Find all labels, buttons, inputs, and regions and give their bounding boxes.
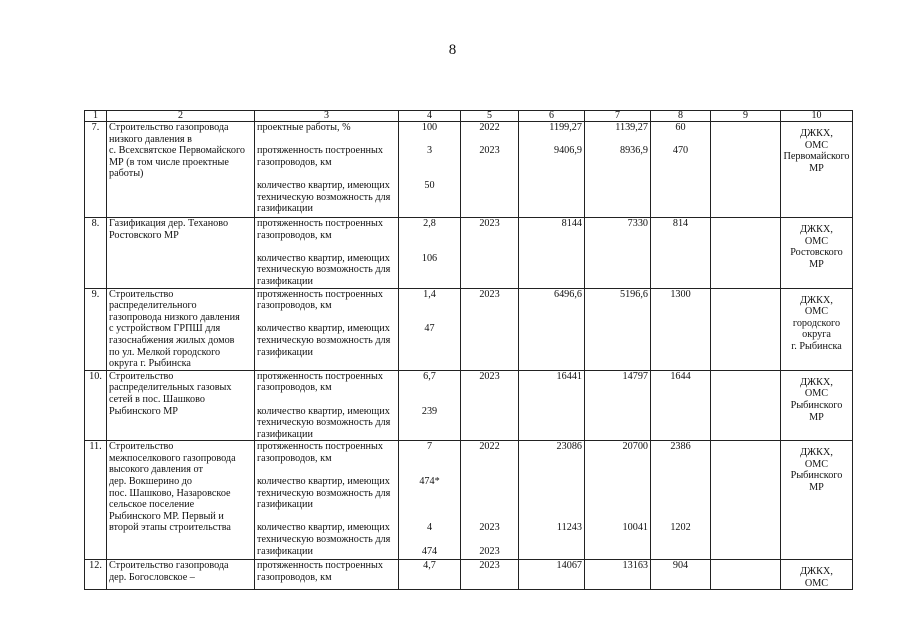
- indicator-value: 4,7: [423, 560, 436, 572]
- indicator-line: газопроводов, км: [257, 229, 332, 241]
- indicator-line: техническую возможность для: [257, 264, 391, 276]
- column-7-cell: [585, 288, 651, 370]
- object-name-cell: [107, 288, 255, 370]
- total-cost-value: 8144: [561, 218, 582, 229]
- total-cost-value: 16441: [556, 370, 582, 382]
- indicator-value: 2,8: [423, 218, 436, 229]
- column-8-value: 1300: [670, 288, 691, 300]
- object-name-line: работы): [109, 168, 144, 180]
- object-name-line: низкого давления в: [109, 133, 192, 145]
- object-name-line: Рыбинского МР. Первый и: [109, 510, 224, 522]
- indicator-cell: [255, 218, 399, 289]
- column-7-cell: [585, 122, 651, 218]
- object-name-line: распределительных газовых: [109, 382, 232, 394]
- indicator: [257, 371, 396, 394]
- executor-line: г. Рыбинска: [791, 340, 842, 352]
- row-number-cell: [85, 288, 107, 370]
- total-cost-cell: [519, 122, 585, 218]
- indicator-line: газификации: [257, 428, 313, 440]
- column-header: 1: [85, 111, 107, 122]
- column-8-value: 814: [672, 218, 689, 229]
- executor-cell: [781, 370, 853, 441]
- row-number: 8.: [91, 218, 100, 229]
- object-name-line: Строительство газопровода: [109, 560, 229, 572]
- executor-cell: [781, 288, 853, 370]
- indicator-line: техническую возможность для: [257, 334, 391, 346]
- indicator-value: 474*: [419, 476, 440, 488]
- indicator-line: газопроводов, км: [257, 571, 332, 583]
- executor-line: МР: [809, 482, 824, 494]
- executor-line: ОМС: [804, 139, 829, 151]
- object-name-line: сельское поселение: [109, 499, 195, 511]
- total-cost-value: 9406,9: [553, 145, 582, 157]
- indicator-line: количество квартир, имеющих: [257, 323, 390, 335]
- object-name-line: газопровода низкого давления: [109, 311, 240, 323]
- total-cost-cell: [519, 218, 585, 289]
- row-number: 7.: [91, 122, 100, 133]
- indicator-value-cell: [399, 441, 461, 560]
- column-8-cell: [651, 122, 711, 218]
- object-name-line: газоснабжения жилых домов: [109, 334, 235, 346]
- row-number: 11.: [89, 441, 102, 453]
- total-cost-value: 1199,27: [549, 122, 582, 133]
- column-7-value: 14797: [622, 370, 648, 382]
- column-7-value: 20700: [622, 441, 648, 453]
- indicator-line: газопроводов, км: [257, 452, 332, 464]
- indicator-value: 47: [424, 323, 435, 335]
- column-7-cell: [585, 560, 651, 590]
- indicator-line: техническую возможность для: [257, 417, 391, 429]
- object-name-cell: [107, 370, 255, 441]
- executor-line: ДЖКХ,: [800, 294, 833, 306]
- indicator: [257, 441, 396, 464]
- indicator-line: протяженность построенных: [257, 441, 383, 453]
- column-header: 6: [519, 111, 585, 122]
- object-name-line: высокого давления от: [109, 464, 203, 476]
- object-name-line: дер. Вокшерино до: [109, 476, 193, 488]
- column-9-cell: [711, 288, 781, 370]
- total-cost-value: 6496,6: [553, 288, 582, 300]
- executor-line: ОМС: [804, 388, 829, 400]
- column-8-cell: [651, 560, 711, 590]
- table-row: [85, 218, 853, 289]
- indicator-cell: [255, 288, 399, 370]
- indicator-value: 50: [424, 179, 435, 191]
- executor-line: МР: [809, 411, 824, 423]
- column-8-cell: [651, 218, 711, 289]
- indicator-line: газопроводов, км: [257, 156, 332, 168]
- object-name-line: с. Всехсвятское Первомайского: [109, 145, 245, 157]
- executor-line: Рыбинского: [790, 470, 843, 482]
- column-8-value: 1202: [670, 522, 691, 534]
- object-name-line: второй этапы строительства: [109, 522, 231, 534]
- row-number: 12.: [89, 560, 102, 572]
- column-8-value: 470: [672, 145, 689, 157]
- indicator-value: 3: [426, 145, 433, 157]
- object-name-line: пос. Шашково, Назаровское: [109, 487, 231, 499]
- indicator: [257, 218, 396, 241]
- object-name-line: с устройством ГРПШ для: [109, 323, 221, 335]
- row-number-cell: [85, 560, 107, 590]
- executor-line: Первомайского: [783, 151, 850, 163]
- indicator-value-cell: [399, 370, 461, 441]
- table-row: [85, 441, 853, 560]
- column-header: 4: [399, 111, 461, 122]
- indicator-value: 106: [421, 252, 438, 264]
- executor-line: Ростовского: [790, 247, 843, 259]
- row-number-cell: [85, 441, 107, 560]
- executor-line: МР: [809, 162, 824, 174]
- total-cost-cell: [519, 560, 585, 590]
- indicator-line: протяженность построенных: [257, 288, 383, 300]
- indicator: [257, 522, 396, 557]
- indicator-line: техническую возможность для: [257, 487, 391, 499]
- column-7-value: 5196,6: [619, 288, 648, 300]
- indicator-line: газификации: [257, 203, 313, 215]
- executor-line: ДЖКХ,: [800, 447, 833, 459]
- indicator-line: газификации: [257, 275, 313, 287]
- row-number-cell: [85, 370, 107, 441]
- row-number-cell: [85, 218, 107, 289]
- object-name-line: округа г. Рыбинска: [109, 358, 191, 370]
- year-value: 2023: [479, 145, 500, 157]
- column-9-cell: [711, 370, 781, 441]
- indicator: [257, 406, 396, 441]
- table-header-row: [85, 111, 853, 122]
- column-header: 10: [781, 111, 853, 122]
- table-row: [85, 560, 853, 590]
- indicator: [257, 560, 396, 583]
- indicator-line: техническую возможность для: [257, 534, 391, 546]
- indicator-line: количество квартир, имеющих: [257, 522, 390, 534]
- total-cost-cell: [519, 370, 585, 441]
- year-cell: [461, 560, 519, 590]
- indicator-line: количество квартир, имеющих: [257, 405, 390, 417]
- year-cell: [461, 288, 519, 370]
- indicator-value: 100: [421, 122, 438, 133]
- column-9-cell: [711, 122, 781, 218]
- total-cost-value: 11243: [556, 522, 582, 534]
- object-name-line: по ул. Мелкой городского: [109, 346, 221, 358]
- column-8-value: 904: [672, 560, 689, 572]
- indicator-value: 239: [421, 405, 438, 417]
- executor-line: городского: [792, 317, 841, 329]
- page-number: 8: [448, 42, 457, 58]
- year-value: 2023: [479, 560, 500, 572]
- column-9-cell: [711, 441, 781, 560]
- year-cell: [461, 218, 519, 289]
- total-cost-value: 14067: [556, 560, 582, 572]
- executor-line: ОМС: [804, 458, 829, 470]
- table-row: [85, 370, 853, 441]
- executor-cell: [781, 560, 853, 590]
- column-8-cell: [651, 441, 711, 560]
- total-cost-cell: [519, 441, 585, 560]
- indicator-value-cell: [399, 288, 461, 370]
- indicator-line: протяженность построенных: [257, 560, 383, 572]
- table-row: [85, 288, 853, 370]
- year-value: 2022: [479, 122, 500, 133]
- total-cost-cell: [519, 288, 585, 370]
- column-8-cell: [651, 288, 711, 370]
- indicator-line: газопроводов, км: [257, 300, 332, 312]
- indicator: [257, 289, 396, 312]
- column-header: 7: [585, 111, 651, 122]
- object-name-line: межпоселкового газопровода: [109, 452, 236, 464]
- column-header: 2: [107, 111, 255, 122]
- object-name-line: Ростовского МР: [109, 229, 179, 241]
- indicator-cell: [255, 441, 399, 560]
- indicator-line: количество квартир, имеющих: [257, 179, 390, 191]
- object-name-line: Строительство: [109, 288, 174, 300]
- object-name-line: распределительного: [109, 300, 197, 312]
- column-8-value: 1644: [670, 370, 691, 382]
- indicator: [257, 145, 396, 168]
- year-value: 2023: [479, 545, 500, 557]
- object-name-line: Строительство: [109, 441, 174, 453]
- year-cell: [461, 122, 519, 218]
- indicator: [257, 253, 396, 288]
- object-name-cell: [107, 122, 255, 218]
- indicator-line: газификации: [257, 346, 313, 358]
- indicator-value: 4: [426, 522, 433, 534]
- indicator-cell: [255, 122, 399, 218]
- object-name-line: Строительство: [109, 370, 174, 382]
- indicator-line: проектные работы, %: [257, 122, 351, 133]
- table-row: [85, 122, 853, 218]
- indicator-value: 1,4: [423, 288, 436, 300]
- column-header: 8: [651, 111, 711, 122]
- year-value: 2023: [479, 370, 500, 382]
- executor-cell: [781, 441, 853, 560]
- year-cell: [461, 441, 519, 560]
- object-name-cell: [107, 441, 255, 560]
- indicator-line: газификации: [257, 499, 313, 511]
- executor-line: ДЖКХ,: [800, 566, 833, 578]
- indicator-value: 6,7: [423, 370, 436, 382]
- indicator: [257, 180, 396, 215]
- executor-line: ОМС: [804, 235, 829, 247]
- year-value: 2023: [479, 218, 500, 229]
- executor-line: округа: [802, 329, 831, 341]
- column-header: 9: [711, 111, 781, 122]
- indicator-line: техническую возможность для: [257, 191, 391, 203]
- indicator-line: газификации: [257, 545, 313, 557]
- indicator: [257, 476, 396, 511]
- column-header: 3: [255, 111, 399, 122]
- indicator: [257, 122, 396, 134]
- column-7-cell: [585, 218, 651, 289]
- executor-cell: [781, 122, 853, 218]
- column-7-value: 1139,27: [615, 122, 648, 133]
- column-7-value: 8936,9: [619, 145, 648, 157]
- year-value: 2023: [479, 522, 500, 534]
- executor-line: ДЖКХ,: [800, 376, 833, 388]
- executor-line: ДЖКХ,: [800, 128, 833, 139]
- object-name-line: дер. Богословское –: [109, 571, 195, 583]
- object-name-line: Строительство газопровода: [109, 122, 229, 133]
- row-number-cell: [85, 122, 107, 218]
- column-8-cell: [651, 370, 711, 441]
- indicator-cell: [255, 560, 399, 590]
- program-table: [84, 110, 853, 590]
- object-name-cell: [107, 218, 255, 289]
- indicator-line: протяженность построенных: [257, 370, 383, 382]
- indicator-value: 7: [426, 441, 433, 453]
- year-cell: [461, 370, 519, 441]
- row-number: 9.: [91, 288, 100, 300]
- executor-line: Рыбинского: [790, 399, 843, 411]
- indicator-value: 474: [421, 545, 438, 557]
- executor-line: ОМС: [804, 306, 829, 318]
- object-name-cell: [107, 560, 255, 590]
- object-name-line: МР (в том числе проектные: [109, 156, 229, 168]
- column-9-cell: [711, 218, 781, 289]
- column-7-cell: [585, 441, 651, 560]
- indicator-line: протяженность построенных: [257, 218, 383, 229]
- row-number: 10.: [89, 370, 102, 382]
- total-cost-value: 23086: [556, 441, 582, 453]
- executor-cell: [781, 218, 853, 289]
- executor-line: ОМС: [804, 577, 829, 589]
- column-9-cell: [711, 560, 781, 590]
- column-header: 5: [461, 111, 519, 122]
- indicator-line: количество квартир, имеющих: [257, 252, 390, 264]
- year-value: 2022: [479, 441, 500, 453]
- object-name-line: Газификация дер. Теханово: [109, 218, 229, 229]
- indicator-value-cell: [399, 218, 461, 289]
- indicator-line: количество квартир, имеющих: [257, 476, 390, 488]
- indicator: [257, 323, 396, 358]
- executor-line: ДЖКХ,: [800, 224, 833, 235]
- column-7-value: 13163: [622, 560, 648, 572]
- indicator-cell: [255, 370, 399, 441]
- executor-line: МР: [809, 258, 824, 270]
- indicator-value-cell: [399, 560, 461, 590]
- indicator-line: газопроводов, км: [257, 382, 332, 394]
- indicator-line: протяженность построенных: [257, 145, 383, 157]
- object-name-line: Рыбинского МР: [109, 405, 178, 417]
- column-8-value: 60: [675, 122, 686, 133]
- column-7-cell: [585, 370, 651, 441]
- column-7-value: 10041: [622, 522, 648, 534]
- column-8-value: 2386: [670, 441, 691, 453]
- year-value: 2023: [479, 288, 500, 300]
- column-7-value: 7330: [627, 218, 648, 229]
- indicator-value-cell: [399, 122, 461, 218]
- object-name-line: сетей в пос. Шашково: [109, 393, 205, 405]
